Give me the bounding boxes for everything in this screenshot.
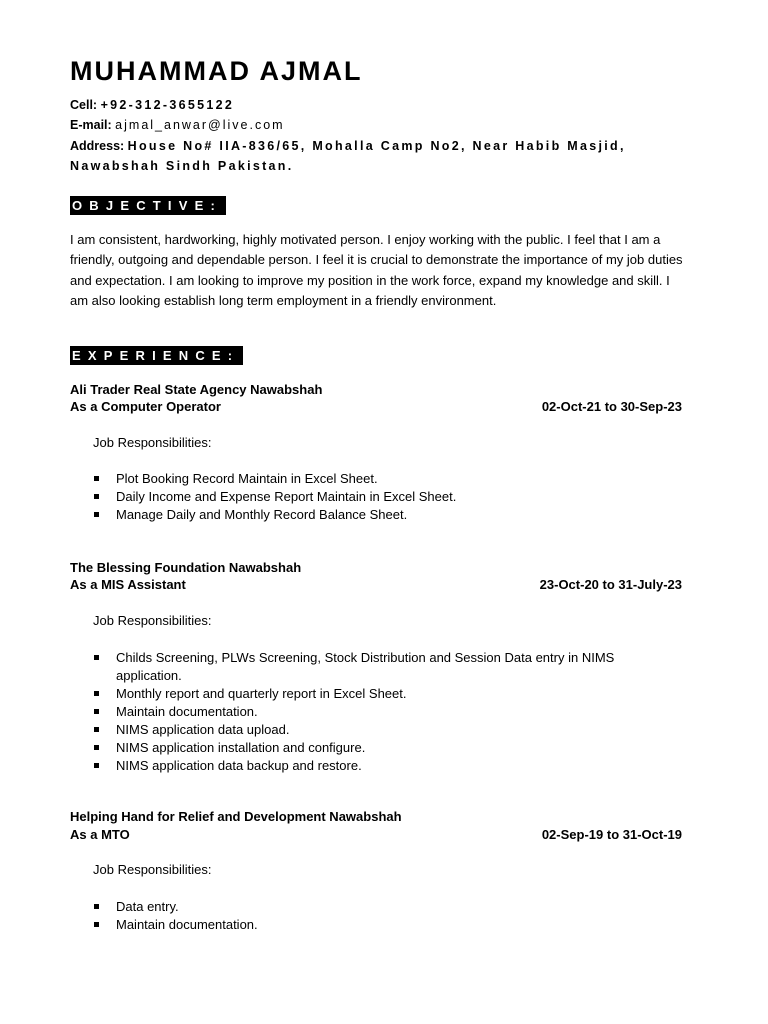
address-value-1: House No# IIA-836/65, Mohalla Camp No2, Near Habib Masjid,	[127, 139, 626, 153]
cell-label: Cell:	[70, 98, 98, 112]
list-item: Manage Daily and Monthly Record Balance Sheet.	[93, 506, 673, 524]
list-item: NIMS application data upload.	[93, 721, 673, 739]
job-organization: Helping Hand for Relief and Development Nawabshah	[70, 809, 402, 824]
bullet-icon	[94, 476, 99, 481]
job-dates: 02-Oct-21 to 30-Sep-23	[541, 399, 682, 414]
responsibility-list	[93, 898, 673, 934]
email-value: ajmal_anwar@live.com	[115, 118, 285, 132]
email-line	[70, 115, 285, 135]
job-role: As a MIS Assistant	[70, 577, 186, 592]
job-organization: Ali Trader Real State Agency Nawabshah	[70, 382, 323, 397]
list-item: Monthly report and quarterly report in Excel Sheet.	[93, 685, 673, 703]
job-organization: The Blessing Foundation Nawabshah	[70, 560, 302, 575]
job-role: As a Computer Operator	[70, 399, 221, 414]
bullet-icon	[94, 512, 99, 517]
bullet-icon	[94, 745, 99, 750]
job-dates: 02-Sep-19 to 31-Oct-19	[541, 827, 682, 842]
responsibility-list	[93, 649, 673, 775]
objective-text: I am consistent, hardworking, highly motivated person. I enjoy working with the public. I feel that I am a friendly, outgoing and dependable person. I feel it is crucial to demonstrate the importance of my job duties and expectation. I am looking to improve my position in the work force, expand my knowledge and skill. I am also looking establish long term employment in a friendly environment.	[70, 232, 683, 308]
address-line-2	[70, 156, 294, 176]
responsibility-list	[93, 470, 673, 524]
list-item: NIMS application installation and configure.	[93, 739, 673, 757]
bullet-icon	[94, 763, 99, 768]
bullet-icon	[94, 727, 99, 732]
bullet-icon	[94, 709, 99, 714]
list-item: Plot Booking Record Maintain in Excel Sheet.	[93, 470, 673, 488]
job-responsibilities-label: Job Responsibilities:	[93, 613, 212, 628]
cell-value: +92-312-3655122	[100, 98, 235, 112]
list-item: Data entry.	[93, 898, 673, 916]
bullet-icon	[94, 494, 99, 499]
address-label: Address:	[70, 139, 125, 153]
bullet-icon	[94, 922, 99, 927]
candidate-name: MUHAMMAD AJMAL	[70, 56, 363, 86]
bullet-icon	[94, 691, 99, 696]
cell-line	[70, 95, 234, 115]
list-item: Daily Income and Expense Report Maintain in Excel Sheet.	[93, 488, 673, 506]
objective-heading: OBJECTIVE:	[70, 196, 226, 215]
job-role: As a MTO	[70, 827, 130, 842]
job-responsibilities-label: Job Responsibilities:	[93, 862, 212, 877]
bullet-icon	[94, 655, 99, 660]
list-item: NIMS application data backup and restore.	[93, 757, 673, 775]
address-value-2: Nawabshah Sindh Pakistan.	[70, 159, 294, 173]
list-item: Childs Screening, PLWs Screening, Stock Distribution and Session Data entry in NIMS application.	[93, 649, 673, 685]
experience-heading: EXPERIENCE:	[70, 346, 243, 365]
job-dates: 23-Oct-20 to 31-July-23	[539, 577, 682, 592]
list-item: Maintain documentation.	[93, 916, 673, 934]
address-line-1	[70, 136, 626, 156]
job-responsibilities-label: Job Responsibilities:	[93, 435, 212, 450]
bullet-icon	[94, 904, 99, 909]
list-item: Maintain documentation.	[93, 703, 673, 721]
email-label: E-mail:	[70, 118, 112, 132]
